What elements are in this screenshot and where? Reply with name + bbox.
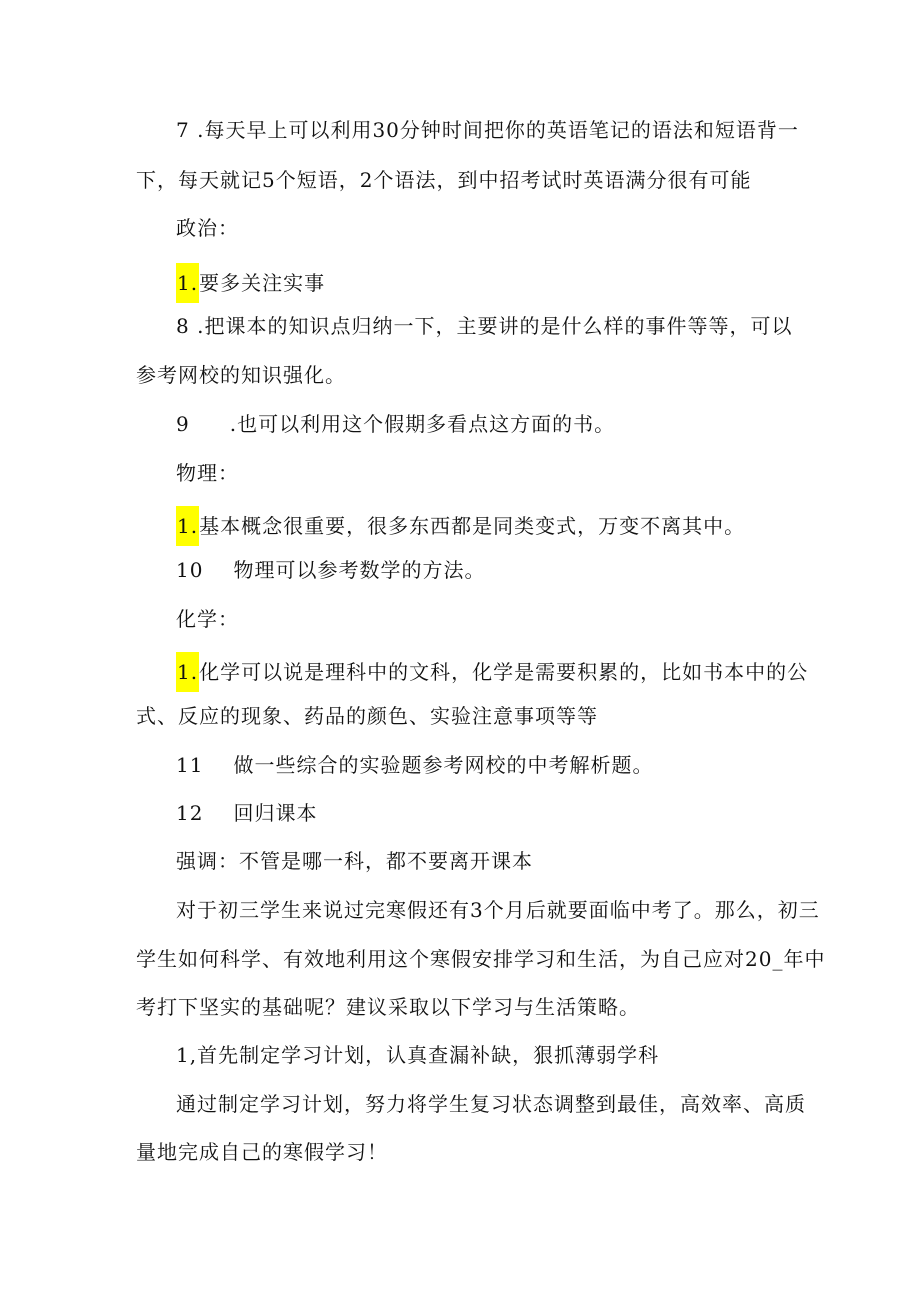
paragraph-line: 7 .每天早上可以利用30分钟时间把你的英语笔记的语法和短语背一: [176, 118, 799, 142]
paragraph-line: 参考网校的知识强化。: [136, 363, 346, 387]
subheading-line: 1,首先制定学习计划，认真查漏补缺，狠抓薄弱学科: [176, 1043, 660, 1067]
list-item: 1.化学可以说是理科中的文科，化学是需要积累的，比如书本中的公: [176, 652, 808, 692]
list-item: 11 做一些综合的实验题参考网校的中考解析题。: [176, 753, 654, 777]
list-item: 10 物理可以参考数学的方法。: [176, 558, 486, 582]
paragraph-line: 通过制定学习计划，努力将学生复习状态调整到最佳，高效率、高质: [176, 1092, 806, 1116]
list-item: 12 回归课本: [176, 801, 318, 825]
list-item: 1.要多关注实事: [176, 263, 325, 303]
paragraph-line: 学生如何科学、有效地利用这个寒假安排学习和生活，为自己应对20_年中: [136, 947, 826, 971]
section-heading-physics: 物理：: [176, 461, 239, 485]
section-heading-politics: 政治：: [176, 216, 239, 240]
paragraph-line: 对于初三学生来说过完寒假还有3个月后就要面临中考了。那么，初三: [176, 898, 820, 922]
highlighted-number: 1.: [176, 506, 199, 546]
highlighted-number: 1.: [176, 652, 199, 692]
list-item: 9 .也可以利用这个假期多看点这方面的书。: [176, 412, 616, 436]
section-heading-chemistry: 化学：: [176, 607, 239, 631]
paragraph-line: 量地完成自己的寒假学习！: [136, 1140, 388, 1164]
paragraph-line: 考打下坚实的基础呢？建议采取以下学习与生活策略。: [136, 995, 640, 1019]
highlighted-number: 1.: [176, 263, 199, 303]
emphasis-line: 强调：不管是哪一科，都不要离开课本: [176, 849, 533, 873]
paragraph-line: 8 .把课本的知识点归纳一下，主要讲的是什么样的事件等等，可以: [176, 314, 793, 338]
paragraph-line: 下，每天就记5个短语，2个语法，到中招考试时英语满分很有可能: [136, 168, 752, 192]
paragraph-line: 式、反应的现象、药品的颜色、实验注意事项等等: [136, 704, 598, 728]
list-item: 1.基本概念很重要，很多东西都是同类变式，万变不离其中。: [176, 506, 745, 546]
